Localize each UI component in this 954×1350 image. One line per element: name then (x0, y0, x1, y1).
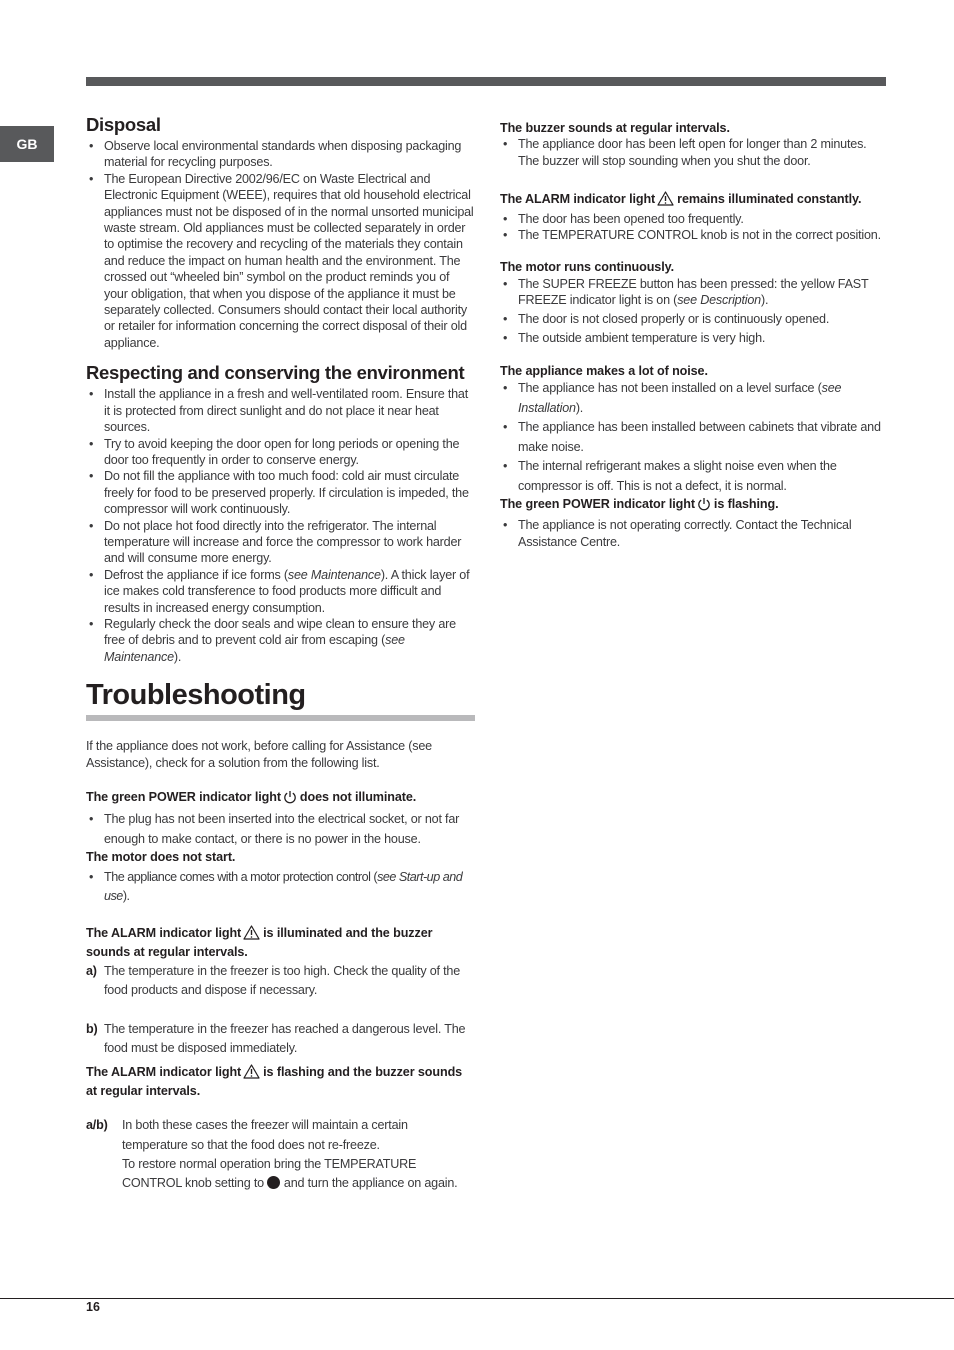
text: is flashing. (713, 497, 779, 512)
list-item: • Install the appliance in a fresh and well-ventilated room. Ensure that it is protected from direct sunlight and do not place it near heat sources. (86, 386, 476, 435)
answer-label: a) (86, 963, 97, 978)
question-alarm-flashing (86, 1064, 476, 1100)
disposal-heading: Disposal (86, 114, 161, 135)
text: In both these cases the freezer will maintain a certain temperature so that the food does not re-freeze. (122, 1118, 408, 1152)
restore-instruction (122, 1155, 476, 1194)
question-motor-continuous: The motor runs continuously. (500, 260, 674, 275)
list-item: • The plug has not been inserted into the electrical socket, or not far enough to make contact, or there is no power in the house. (86, 810, 476, 849)
text: is flashing and the buzzer sounds at regular intervals. (86, 1064, 463, 1099)
list-item (86, 567, 476, 616)
reference-link-text: see Start-up and use (104, 869, 463, 904)
knob-setting-dot-icon (267, 1176, 280, 1189)
answer-label: a/b) (86, 1118, 108, 1133)
text: The ALARM indicator light (86, 1064, 242, 1079)
troubleshooting-heading: Troubleshooting (86, 679, 306, 712)
answer-list (86, 810, 476, 849)
left-column (86, 114, 476, 1194)
page-number: 16 (86, 1300, 100, 1314)
answer-list (500, 379, 890, 496)
text: The temperature in the freezer has reached a dangerous level. The food must be disposed immediately. (104, 1021, 466, 1056)
disposal-list (86, 138, 476, 351)
answer-list (86, 868, 476, 907)
text: To restore normal operation bring the TEMPERATURE CONTROL knob setting to (122, 1157, 417, 1191)
list-item (86, 868, 476, 907)
header-bar (86, 77, 886, 86)
power-icon (697, 497, 711, 515)
list-item: • Do not fill the appliance with too much food: cold air must circulate freely for food to be preserved properly. If circulation is impeded, the compressor will work continuously. (86, 468, 476, 517)
text: and turn the appliance on again. (283, 1176, 458, 1191)
answer-list (500, 276, 890, 349)
text: The SUPER FREEZE button has been pressed: the yellow FAST FREEZE indicator light is on ( (518, 276, 869, 308)
footer-rule (0, 1298, 954, 1299)
environment-heading: Respecting and conserving the environment (86, 362, 465, 384)
list-item: • The internal refrigerant makes a slight noise even when the compressor is off. This is not a defect, it is normal. (500, 457, 890, 496)
warning-triangle-icon (243, 1064, 260, 1083)
answer-b (86, 1020, 476, 1059)
text: ). (575, 400, 584, 415)
heading-rule (86, 715, 475, 721)
question-power-flashing (500, 496, 890, 515)
text: The appliance comes with a motor protection control ( (104, 869, 378, 884)
right-column (500, 120, 890, 550)
text: does not illuminate. (299, 790, 417, 804)
question-alarm-illuminated (86, 925, 476, 961)
question-power-not-illuminate (86, 789, 476, 808)
list-item: • Observe local environmental standards when disposing packaging material for recycling purposes. (86, 138, 476, 171)
list-item: • The European Directive 2002/96/EC on Waste Electrical and Electronic Equipment (WEEE), requires that old household electrical appliances must not be disposed of in the normal unsorted municipal waste stream. Old appliances must be collected separately in order to optimise the recovery and recycling of the materials they contain and reduce the impact on human health and the environment. The crossed out “wheeled bin” symbol on the product reminds you of your obligation, that when you dispose of the appliance it must be separately collected. Consumers should contact their local authority or retailer for information concerning the correct disposal of their old appliance. (86, 171, 476, 351)
troubleshooting-intro: If the appliance does not work, before calling for Assistance (see Assistance), check for a solution from the following list. (86, 739, 432, 770)
text: ). A thick layer of ice makes cold transference to food products more difficult and results in increased energy consumption. (104, 567, 470, 615)
warning-triangle-icon (243, 925, 260, 944)
text: Defrost the appliance if ice forms ( (104, 567, 288, 582)
text: is illuminated and the buzzer sounds at regular intervals. (86, 925, 433, 960)
language-tab: GB (0, 126, 54, 162)
environment-list (86, 386, 476, 665)
list-item: • Do not place hot food directly into the refrigerator. The internal temperature will increase and force the compressor to work harder and will consume more energy. (86, 518, 476, 567)
list-item: • The door has been opened too frequently. (500, 211, 890, 227)
list-item (86, 616, 476, 665)
list-item (500, 379, 890, 418)
text: The appliance has not been installed on a level surface ( (518, 381, 822, 396)
text: remains illuminated constantly. (677, 192, 862, 207)
list-item: • The door is not closed properly or is continuously opened. (500, 310, 890, 330)
text: The green POWER indicator light (86, 790, 281, 804)
list-item: • The appliance door has been left open for longer than 2 minutes. The buzzer will stop sounding when you shut the door. (500, 136, 890, 169)
list-item (500, 276, 890, 309)
list-item: • Try to avoid keeping the door open for long periods or opening the door too frequently in order to conserve energy. (86, 436, 476, 469)
reference-link-text: see Installation (518, 381, 842, 415)
reference-link-text: see Description (677, 293, 761, 308)
answer-list (500, 211, 890, 244)
text: ). (122, 889, 130, 904)
answer-list (500, 517, 890, 550)
list-item: • The appliance has been installed between cabinets that vibrate and make noise. (500, 418, 890, 457)
list-item: • The outside ambient temperature is very high. (500, 329, 890, 349)
list-item: • The TEMPERATURE CONTROL knob is not in the correct position. (500, 227, 890, 243)
text: The temperature in the freezer is too high. Check the quality of the food products and dispose if necessary. (104, 963, 461, 998)
text: ). (173, 649, 182, 664)
text: The ALARM indicator light (500, 192, 656, 207)
answer-ab (86, 1116, 476, 1193)
question-motor-not-start: The motor does not start. (86, 850, 236, 865)
text: ). (761, 293, 769, 308)
power-icon (283, 790, 297, 808)
question-alarm-constant (500, 191, 890, 210)
answer-list (500, 136, 890, 169)
text: Regularly check the door seals and wipe clean to ensure they are free of debris and to prevent cold air from escaping ( (104, 616, 456, 648)
list-item: • The appliance is not operating correctly. Contact the Technical Assistance Centre. (500, 517, 890, 550)
text: The ALARM indicator light (86, 925, 242, 940)
answer-a (86, 962, 476, 1001)
reference-link-text: see Maintenance (287, 567, 381, 582)
text: The green POWER indicator light (500, 497, 695, 512)
question-noise: The appliance makes a lot of noise. (500, 363, 708, 378)
reference-link-text: see Maintenance (104, 633, 405, 664)
warning-triangle-icon (657, 191, 674, 210)
answer-label: b) (86, 1021, 98, 1036)
question-buzzer: The buzzer sounds at regular intervals. (500, 121, 730, 135)
